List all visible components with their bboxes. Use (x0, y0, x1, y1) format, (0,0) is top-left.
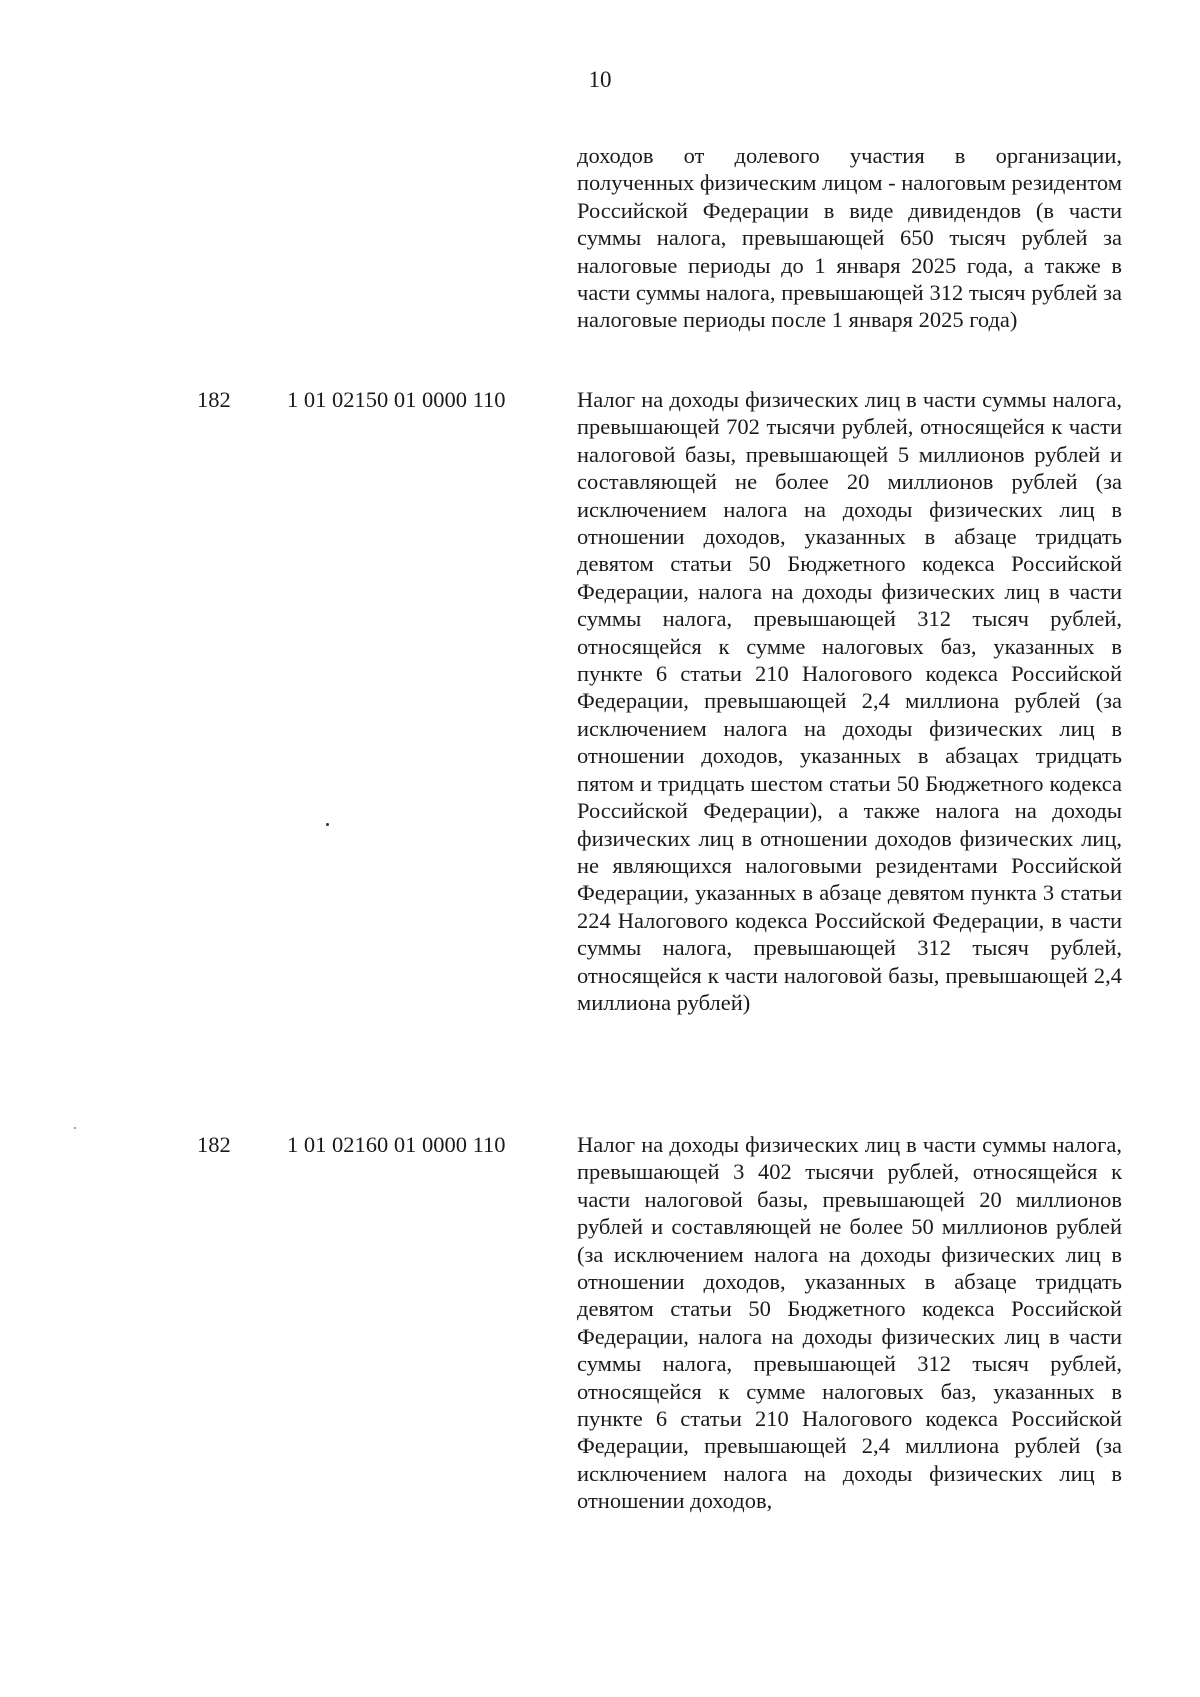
income-description: Налог на доходы физических лиц в части суммы налога, превышающей 3 402 тысячи рублей, относящейся к части налоговой базы, превышающей 20 миллионов рублей и составляющей не более 50 миллионов рублей (за исключением налога на доходы физических лиц в отношении доходов, указанных в абзаце тридцать девятом статьи 50 Бюджетного кодекса Российской Федерации, налога на доходы физических лиц в части суммы налога, превышающей 312 тысяч рублей, относящейся к сумме налоговых баз, указанных в пункте 6 статьи 210 Налогового кодекса Российской Федерации, превышающей 2,4 миллиона рублей (за исключением налога на доходы физических лиц в отношении доходов, (577, 1132, 1122, 1514)
scan-speck (326, 823, 329, 826)
budget-classification-code: 1 01 02150 01 0000 110 (287, 387, 506, 412)
page-number: 10 (588, 67, 612, 92)
income-description: Налог на доходы физических лиц в части суммы налога, превышающей 702 тысячи рублей, относящейся к части налоговой базы, превышающей 5 миллионов рублей и составляющей не более 20 миллионов рублей (за исключением налога на доходы физических лиц в отношении доходов, указанных в абзаце тридцать девятом статьи 50 Бюджетного кодекса Российской Федерации, налога на доходы физических лиц в части суммы налога, превышающей 312 тысяч рублей, относящейся к сумме налоговых баз, указанных в пункте 6 статьи 210 Налогового кодекса Российской Федерации, превышающей 2,4 миллиона рублей (за исключением налога на доходы физических лиц в отношении доходов, указанных в абзацах тридцать пятом и тридцать шестом статьи 50 Бюджетного кодекса Российской Федерации), а также налога на доходы физических лиц в отношении доходов физических лиц, не являющихся налоговыми резидентами Российской Федерации, указанных в абзаце девятом пункта 3 статьи 224 Налогового кодекса Российской Федерации, в части суммы налога, превышающей 312 тысяч рублей, относящейся к части налоговой базы, превышающей 2,4 миллиона рублей) (577, 387, 1122, 1015)
scan-speck (74, 1127, 76, 1129)
continued-description-text: доходов от долевого участия в организации, полученных физическим лицом - налоговым резидентом Российской Федерации в виде дивидендов (в части суммы налога, превышающей 650 тысяч рублей за налоговые периоды до 1 января 2025 года, а также в части суммы налога, превышающей 312 тысяч рублей за налоговые периоды после 1 января 2025 года) (577, 143, 1122, 333)
administrator-code: 182 (197, 387, 231, 412)
budget-classification-code: 1 01 02160 01 0000 110 (287, 1132, 506, 1157)
continued-description (577, 142, 1122, 334)
administrator-code: 182 (197, 1132, 231, 1157)
